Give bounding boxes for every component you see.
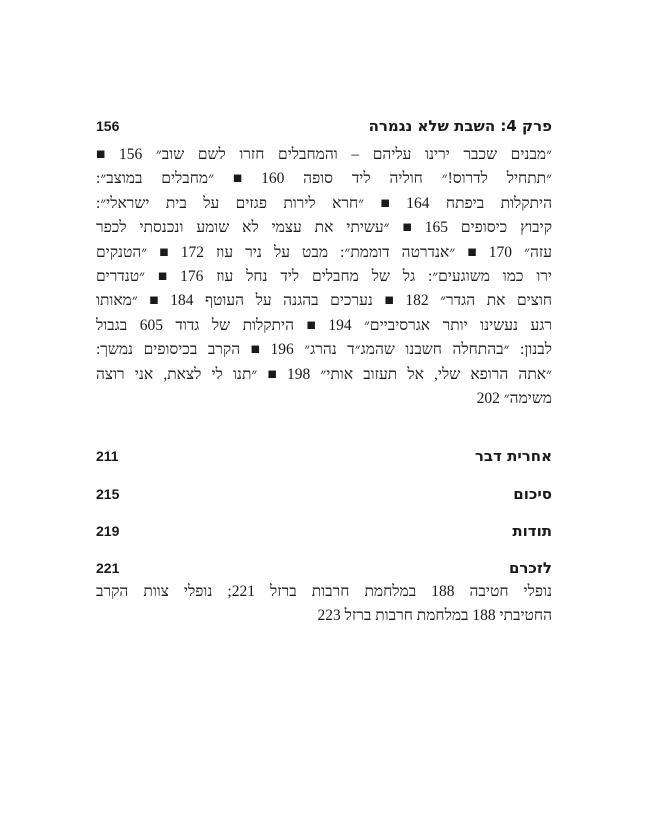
subsection-line: לבנון: ״בהתחלה חשבנו שהמג״ד נהרג״ 196 ■ הקרב בכיסופים נמשך:: [95, 341, 552, 359]
page-number: 156: [96, 118, 120, 134]
chapter-subsections: [96, 143, 552, 411]
page-number: 221: [96, 560, 120, 576]
subsection-line: היתקלות ביפתח 164 ■ ״חרא לירות פגזים על בית ישראלי״:: [95, 194, 552, 212]
subsection-line: משימה״ 202: [476, 390, 552, 408]
subsection-line: ירו כמו משוגעים״: גל של מחבלים ליד נחל עוז 176 ■ ״טנדרים: [95, 268, 552, 286]
subsection-line: החטיבתי 188 במלחמת חרבות ברזל 223: [317, 607, 552, 625]
section-title: אחרית דבר: [474, 447, 552, 465]
toc-entry-memorial: [96, 558, 552, 629]
subsection-line: חוצים את הגדר״ 182 ■ נערכים בהגנה על העוטף 184 ■ ״מאותו: [96, 292, 552, 310]
toc-entry-header: [96, 116, 552, 136]
toc-entry-header: [96, 446, 552, 466]
subsection-line: רגע נעשינו יותר אגרסיביים״ 194 ■ היתקלות של גדוד 605 בגבול: [95, 316, 552, 334]
memorial-subsections: [96, 580, 552, 629]
section-title: לזכרם: [508, 559, 552, 577]
chapter-title: פרק 4: השבת שלא נגמרה: [368, 117, 552, 135]
toc-entry-header: [96, 558, 552, 578]
toc-entry-header: [96, 484, 552, 504]
subsection-line: עזה״ 170 ■ ״אנדרטה דוממת״: מבט על ניר עוז 172 ■ ״הטנקים: [95, 243, 552, 261]
toc-entry-thanks: [96, 521, 552, 541]
toc-entry-header: [96, 521, 552, 541]
section-title: סיכום: [513, 485, 552, 503]
subsection-line: נופלי חטיבה 188 במלחמת חרבות ברזל 221; נופלי צוות הקרב: [96, 583, 552, 600]
page-number: 215: [96, 486, 120, 502]
toc-entry-summary: [96, 484, 552, 504]
subsection-line: ״מבנים שכבר ירינו עליהם – והמחבלים חזרו לשם שוב״ 156 ■: [96, 146, 552, 163]
subsection-line: ״תתחיל לדרוס!״ חוליה ליד סופה 160 ■ ״מחבלים במוצב״:: [96, 170, 552, 188]
subsection-line: ״אתה הרופא שלי, אל תעזוב אותי״ 198 ■ ״תנו לי לצאת, אני רוצה: [95, 365, 552, 383]
section-title: תודות: [512, 522, 552, 540]
page-number: 219: [96, 523, 120, 539]
toc-entry-afterword: [96, 446, 552, 466]
subsection-line: קיבוץ כיסופים 165 ■ ״עשיתי את עצמי לא שומע ונכנסתי לכפר: [95, 219, 552, 237]
toc-entry-chapter4: [96, 116, 552, 411]
page-number: 211: [96, 448, 119, 464]
